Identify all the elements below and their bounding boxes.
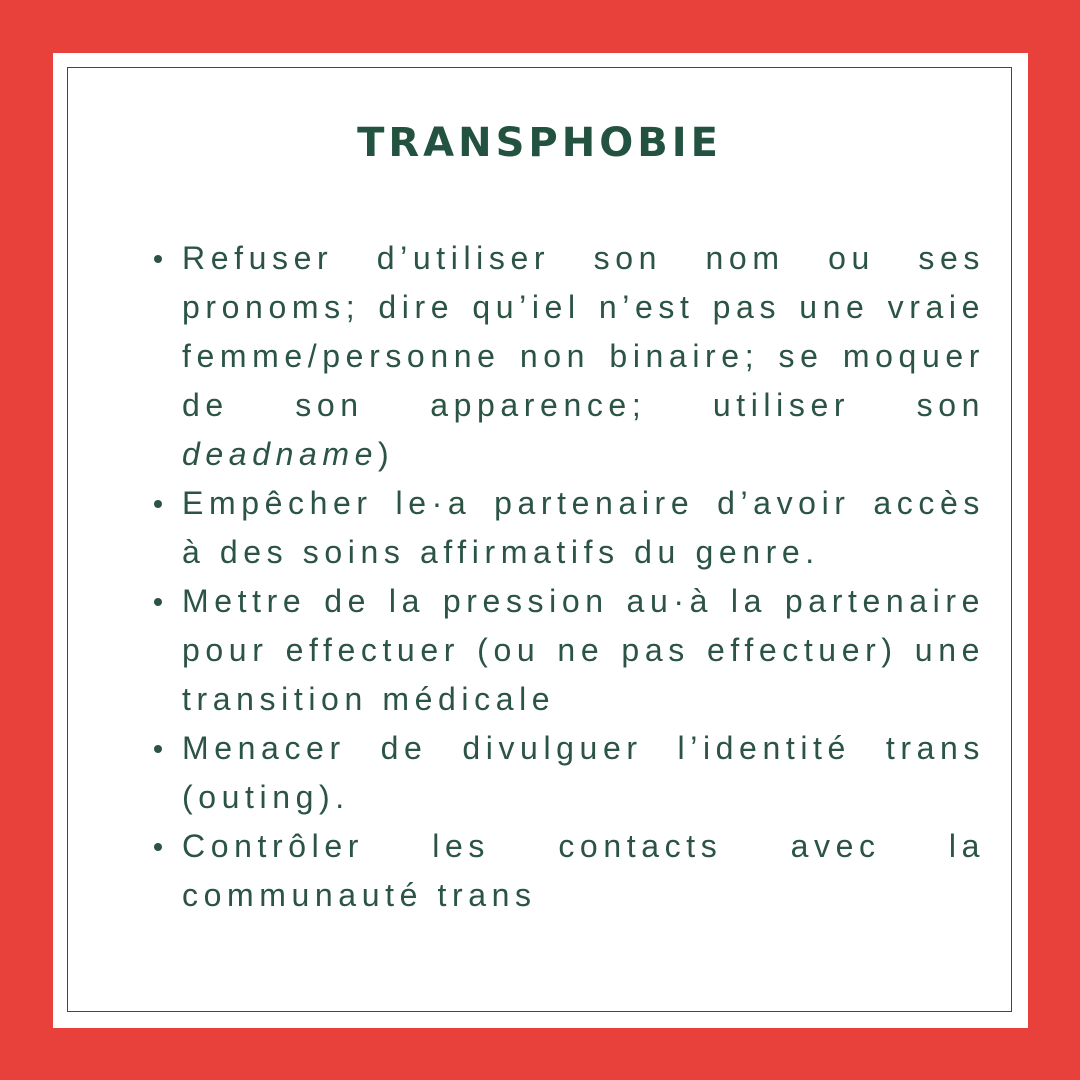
page-title: TRANSPHOBIE <box>357 120 722 166</box>
inner-frame <box>67 67 1012 1012</box>
list-item <box>167 234 985 479</box>
list-item <box>167 724 985 822</box>
bullet-dot-icon <box>154 745 162 753</box>
bullet-dot-icon <box>154 255 162 263</box>
card <box>53 53 1028 1028</box>
list-item-text-end: ) <box>378 436 395 472</box>
list-item-text: Menacer de divulguer l’identité trans (outing). <box>182 730 985 815</box>
list-item-text: Refuser d’utiliser son nom ou ses pronoms; dire qu’iel n’est pas une vraie femme/personne non binaire; se moquer de son apparence; utiliser son <box>182 240 985 423</box>
list-item-emphasis: deadname <box>182 436 379 472</box>
bullet-dot-icon <box>154 500 162 508</box>
list-item-text: Empêcher le·a partenaire d’avoir accès à des soins affirmatifs du genre. <box>182 485 985 570</box>
list-item-text: Contrôler les contacts avec la communauté trans <box>182 828 985 913</box>
list-item <box>167 822 985 920</box>
list-item <box>167 577 985 724</box>
list-item <box>167 479 985 577</box>
bullet-dot-icon <box>154 843 162 851</box>
list-item-text: Mettre de la pression au·à la partenaire pour effectuer (ou ne pas effectuer) une transition médicale <box>182 583 985 717</box>
bullet-dot-icon <box>154 598 162 606</box>
bullet-list <box>167 234 985 920</box>
